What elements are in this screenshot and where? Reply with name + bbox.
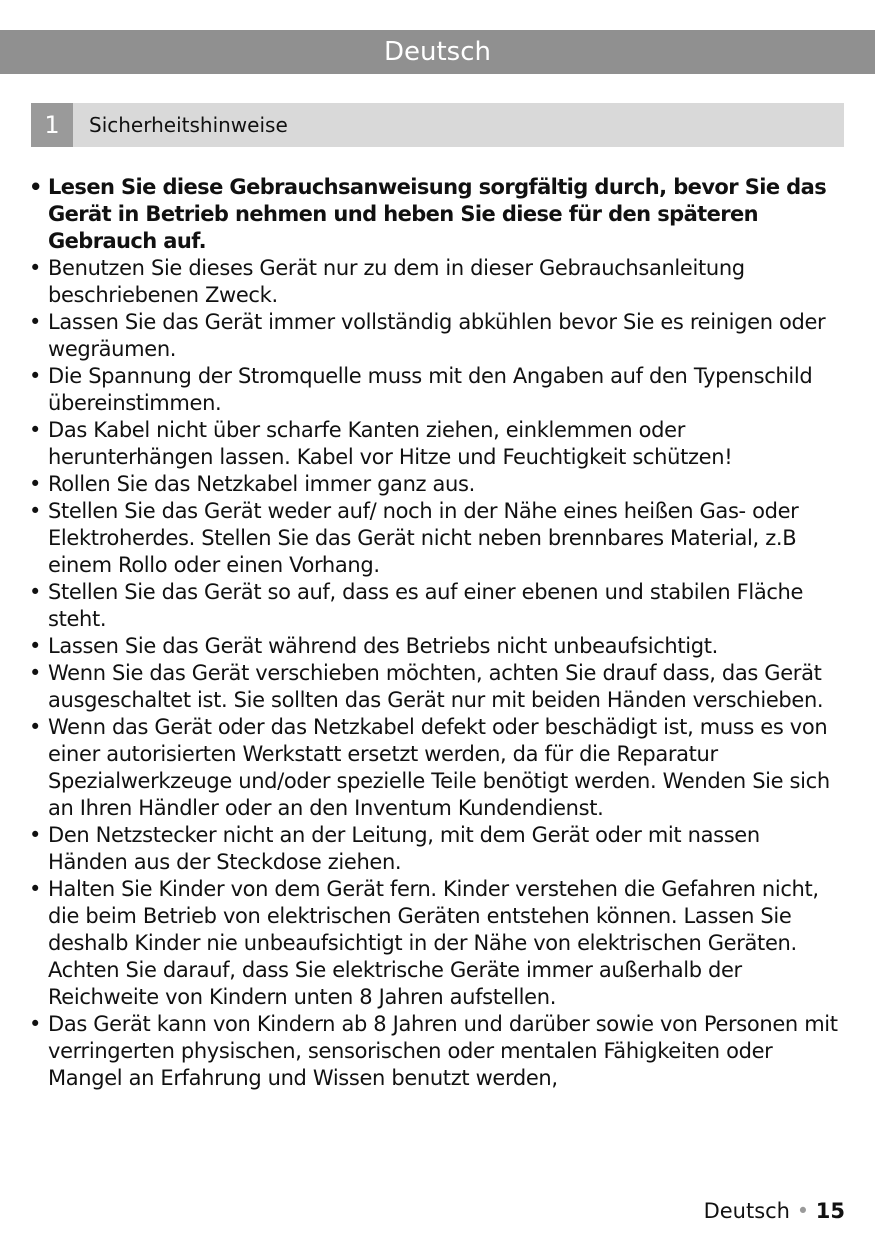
list-item (29, 876, 845, 1011)
list-item-text: Stellen Sie das Gerät so auf, dass es auf einer ebenen und stabilen Fläche steht. (48, 580, 804, 631)
list-item-text: Lassen Sie das Gerät während des Betriebs nicht unbeaufsichtigt. (48, 634, 718, 658)
bullet-icon: • (29, 364, 42, 388)
bullet-icon: • (29, 661, 42, 685)
list-item (29, 174, 845, 255)
list-item-text: Lesen Sie diese Gebrauchsanweisung sorgfältig durch, bevor Sie das Gerät in Betrieb nehmen und heben Sie diese für den späteren Gebrauch auf. (48, 175, 827, 253)
bullet-icon: • (29, 310, 42, 334)
bullet-icon: • (29, 418, 42, 442)
bullet-icon: • (29, 580, 42, 604)
page-number: 15 (815, 1199, 845, 1223)
list-item (29, 417, 845, 471)
list-item (29, 1011, 845, 1092)
bullet-icon: • (29, 256, 42, 280)
bullet-icon: • (29, 877, 42, 901)
footer-separator: • (796, 1199, 810, 1223)
list-item-text: Das Gerät kann von Kindern ab 8 Jahren und darüber sowie von Personen mit verringerten physischen, sensorischen oder mentalen Fähigkeiten oder Mangel an Erfahrung und Wissen benutzt werden, (48, 1012, 838, 1090)
bullet-icon: • (29, 499, 42, 523)
list-item-text: Wenn das Gerät oder das Netzkabel defekt oder beschädigt ist, muss es von einer autorisierten Werkstatt ersetzt werden, da für die Reparatur Spezialwerkzeuge und/oder spezielle Teile benötigt werden. Wenden Sie sich an Ihren Händler oder an den Inventum Kundendienst. (48, 715, 830, 820)
bullet-icon: • (29, 715, 42, 739)
list-item (29, 255, 845, 309)
page-footer (704, 1196, 845, 1226)
bullet-icon: • (29, 472, 42, 496)
list-item (29, 579, 845, 633)
section-title: Sicherheitshinweise (89, 113, 288, 137)
language-banner: Deutsch (0, 30, 875, 74)
list-item (29, 822, 845, 876)
bullet-icon: • (29, 1012, 42, 1036)
list-item (29, 363, 845, 417)
bullet-icon: • (29, 175, 42, 199)
section-header (31, 103, 844, 147)
list-item-text: Wenn Sie das Gerät verschieben möchten, achten Sie drauf dass, das Gerät ausgeschaltet ist. Sie sollten das Gerät nur mit beiden Händen verschieben. (48, 661, 824, 712)
list-item-text: Stellen Sie das Gerät weder auf/ noch in der Nähe eines heißen Gas- oder Elektroherdes. Stellen Sie das Gerät nicht neben brennbares Material, z.B einem Rollo oder einen Vorhang. (48, 499, 799, 577)
safety-instructions-list (29, 174, 845, 1092)
bullet-icon: • (29, 823, 42, 847)
list-item-text: Die Spannung der Stromquelle muss mit den Angaben auf den Typenschild übereinstimmen. (48, 364, 813, 415)
bullet-icon: • (29, 634, 42, 658)
list-item-text: Das Kabel nicht über scharfe Kanten ziehen, einklemmen oder herunterhängen lassen. Kabel vor Hitze und Feuchtigkeit schützen! (48, 418, 733, 469)
list-item-text: Den Netzstecker nicht an der Leitung, mit dem Gerät oder mit nassen Händen aus der Steckdose ziehen. (48, 823, 760, 874)
list-item (29, 660, 845, 714)
list-item (29, 309, 845, 363)
section-number: 1 (31, 103, 73, 147)
list-item (29, 633, 845, 660)
list-item-text: Rollen Sie das Netzkabel immer ganz aus. (48, 472, 475, 496)
list-item (29, 471, 845, 498)
list-item (29, 714, 845, 822)
list-item-text: Benutzen Sie dieses Gerät nur zu dem in dieser Gebrauchsanleitung beschriebenen Zweck. (48, 256, 745, 307)
footer-label: Deutsch (703, 1199, 790, 1223)
list-item-text: Halten Sie Kinder von dem Gerät fern. Kinder verstehen die Gefahren nicht, die beim Betrieb von elektrischen Geräten entstehen können. Lassen Sie deshalb Kinder nie unbeaufsichtigt in der Nähe von elektrischen Geräten. Achten Sie darauf, dass Sie elektrische Geräte immer außerhalb der Reichweite von Kindern unten 8 Jahren aufstellen. (48, 877, 819, 1009)
list-item (29, 498, 845, 579)
list-item-text: Lassen Sie das Gerät immer vollständig abkühlen bevor Sie es reinigen oder wegräumen. (48, 310, 826, 361)
